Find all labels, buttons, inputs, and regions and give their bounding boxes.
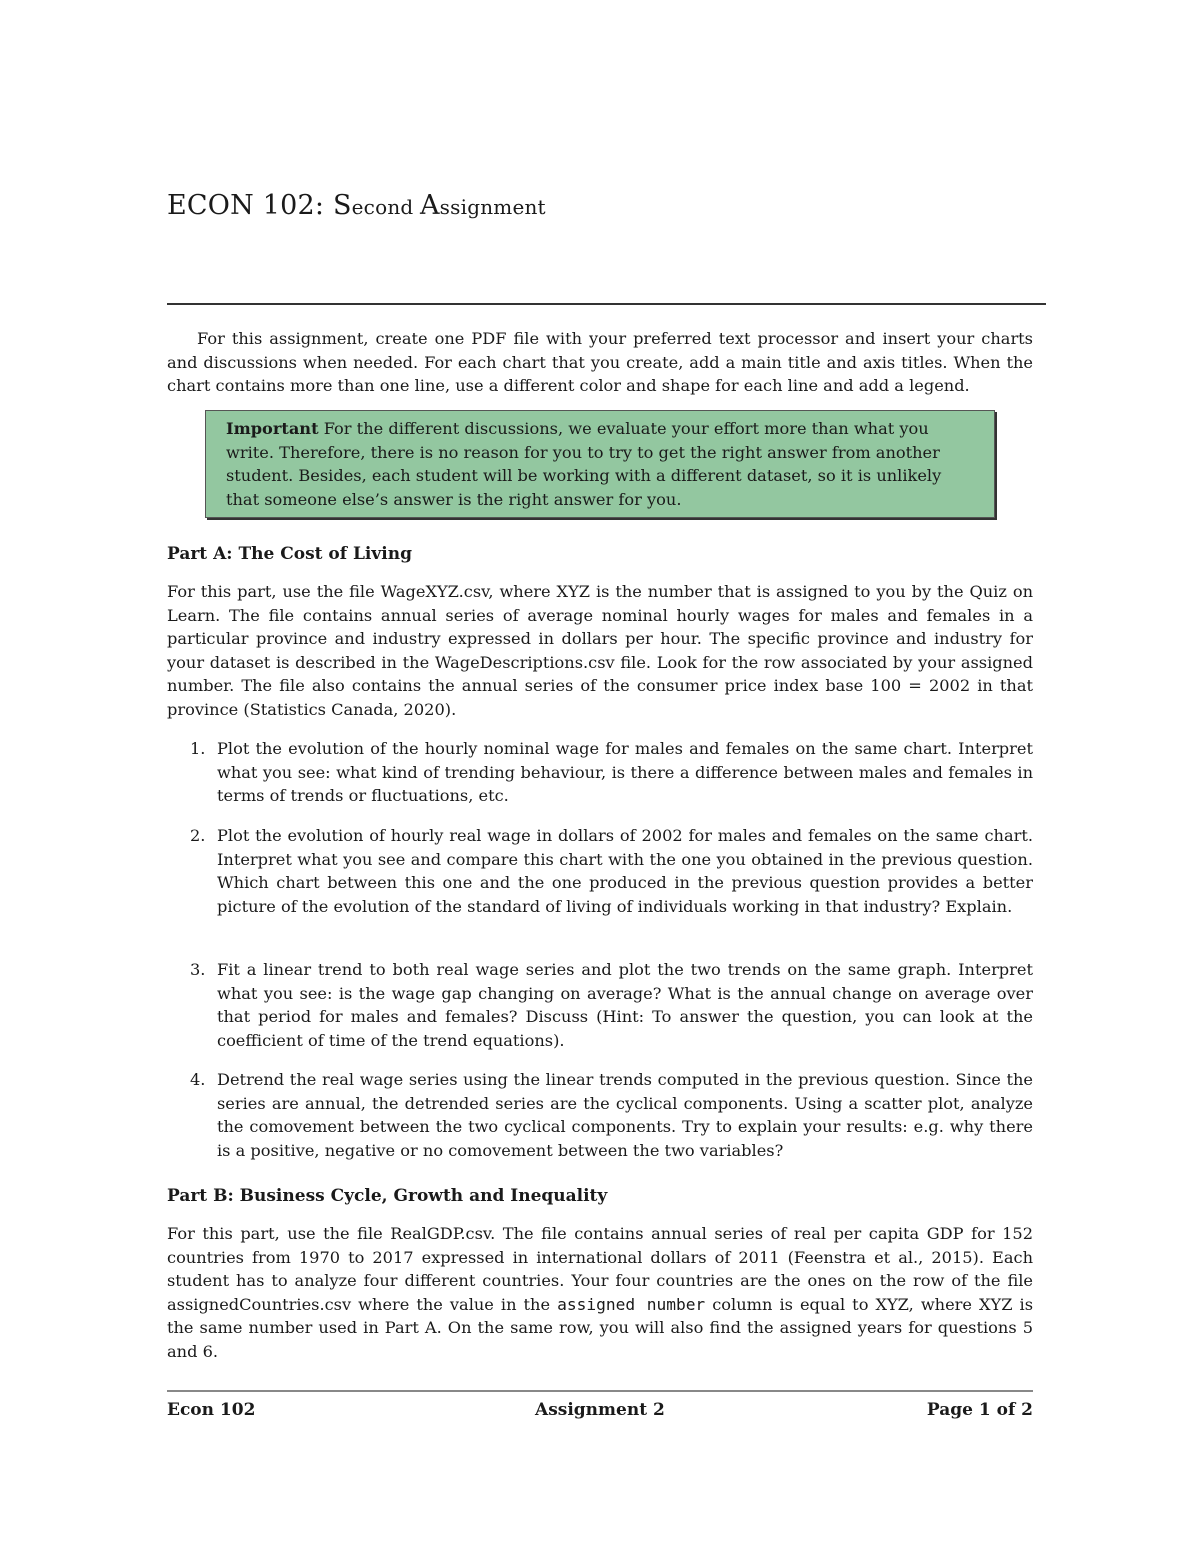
page-title (167, 190, 546, 221)
question-number: 2. (190, 826, 206, 845)
question-number: 3. (190, 960, 206, 979)
question-number: 4. (190, 1070, 206, 1089)
question-text: Fit a linear trend to both real wage series and plot the two trends on the same graph. Interpret what you see: is the wage gap changing on average? What is the annual change on average over that period for males and females? Discuss (Hint: To answer the question, you can look at the coefficient of time of the trend equations). (217, 960, 1033, 1050)
footer-course: Econ 102 (167, 1400, 256, 1420)
part-a-intro (167, 580, 1033, 721)
intro-paragraph (167, 327, 1033, 398)
important-text-block (226, 417, 978, 511)
part-b-intro (167, 1222, 1033, 1363)
footer-assignment: Assignment 2 (535, 1400, 665, 1420)
important-callout (205, 410, 995, 518)
part-a-heading: Part A: The Cost of Living (167, 544, 412, 564)
footer-divider (167, 1390, 1033, 1392)
title-word2-initial: A (419, 190, 440, 221)
part-a-intro-text: For this part, use the file WageXYZ.csv, where XYZ is the number that is assigned to you by the Quiz on Learn. The file contains annual series of average nominal hourly wages for males and females in a particular province and industry expressed in dollars per hour. The specific province and industry for your dataset is described in the WageDescriptions.csv file. Look for the row associated by your assigned number. The file also contains the annual series of the consumer price index base 100 = 2002 in that province (Statistics Canada, 2020). (167, 582, 1033, 719)
question-text: Plot the evolution of hourly real wage in dollars of 2002 for males and females on the same chart. Interpret what you see and compare this chart with the one you obtained in the previous question. Which chart between this one and the one produced in the previous question provides a better picture of the evolution of the standard of living of individuals working in that industry? Explain. (217, 826, 1033, 916)
part-b-heading: Part B: Business Cycle, Growth and Inequality (167, 1186, 608, 1206)
part-b-intro-text-1: For this part, use the file RealGDP.csv. The file contains annual series of real per capita GDP for 152 countries from 1970 to 2017 expressed in international dollars of 2011 (Feenstra et al., 2015). Each student has to analyze four different countries. Your four countries are the ones on the row of the file assignedCountries.csv where the value in the (167, 1224, 1033, 1314)
question-text: Detrend the real wage series using the linear trends computed in the previous question. Since the series are annual, the detrended series are the cyclical components. Using a scatter plot, analyze the comovement between the two cyclical components. Try to explain your results: e.g. why there is a positive, negative or no comovement between the two variables? (217, 1070, 1033, 1160)
footer-page-number: Page 1 of 2 (926, 1400, 1033, 1420)
part-b-intro-text-2: column is equal to XYZ, where XYZ is the same number used in Part A. On the same row, you will also find the assigned years for questions 5 and 6. (167, 1294, 1034, 1361)
question-number: 1. (190, 739, 206, 758)
important-label: Important (226, 419, 319, 438)
part-b-code-term: assigned number (557, 1294, 706, 1314)
intro-text: For this assignment, create one PDF file with your preferred text processor and insert your charts and discussions when needed. For each chart that you create, add a main title and axis titles. When the chart contains more than one line, use a different color and shape for each line and add a legend. (167, 329, 1033, 395)
important-body: For the different discussions, we evaluate your effort more than what you write. Therefore, there is no reason for you to try to get the right answer from another student. Besides, each student will be working with a different dataset, so it is unlikely that someone else’s answer is the right answer for you. (226, 419, 942, 509)
title-word1-rest: econd (351, 195, 420, 219)
title-word1-initial: S (332, 190, 352, 221)
question-text: Plot the evolution of the hourly nominal wage for males and females on the same chart. Interpret what you see: what kind of trending behaviour, is there a difference between males and females in terms of trends or fluctuations, etc. (217, 739, 1033, 805)
title-course: ECON 102: (167, 190, 333, 221)
part-b-intro-text (167, 1222, 1033, 1363)
title-divider (167, 303, 1046, 305)
title-word2-rest: ssignment (439, 195, 546, 219)
